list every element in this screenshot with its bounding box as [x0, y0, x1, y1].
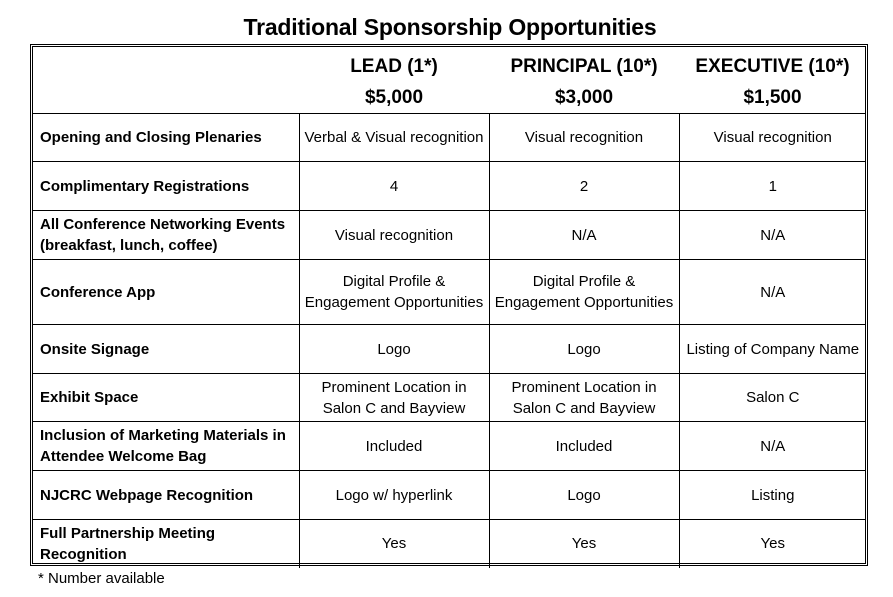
cell-lead: Verbal & Visual recognition [299, 114, 489, 162]
cell-lead: Included [299, 422, 489, 471]
table-row [33, 374, 866, 422]
cell-executive: 1 [679, 162, 866, 211]
table-row [33, 211, 866, 260]
header-lead [299, 47, 489, 114]
footnote: * Number available [38, 570, 165, 587]
row-label: Opening and Closing Plenaries [33, 114, 299, 162]
tier-name: EXECUTIVE (10*) [695, 56, 850, 77]
cell-executive: N/A [679, 211, 866, 260]
tier-price: $5,000 [364, 87, 424, 108]
page-title: Traditional Sponsorship Opportunities [243, 14, 657, 40]
table-row [33, 471, 866, 520]
table-row [33, 114, 866, 162]
cell-executive: Salon C [679, 374, 866, 422]
row-label: Onsite Signage [33, 325, 299, 374]
tier-name: PRINCIPAL (10*) [510, 56, 658, 77]
tier-price: $1,500 [743, 87, 802, 108]
cell-executive: N/A [679, 260, 866, 325]
row-label: NJCRC Webpage Recognition [33, 471, 299, 520]
cell-lead: Logo [299, 325, 489, 374]
row-label: Exhibit Space [33, 374, 299, 422]
tier-name: LEAD (1*) [350, 56, 438, 77]
table-row [33, 162, 866, 211]
header-executive [679, 47, 866, 114]
cell-lead: 4 [299, 162, 489, 211]
row-label: Conference App [33, 260, 299, 325]
cell-principal: Prominent Location in Salon C and Bayview [489, 374, 679, 422]
cell-lead: Logo w/ hyperlink [299, 471, 489, 520]
cell-principal: Yes [489, 520, 679, 568]
cell-principal: Digital Profile & Engagement Opportunities [489, 260, 679, 325]
header-row [33, 47, 866, 114]
table-row [33, 260, 866, 325]
cell-principal: Logo [489, 325, 679, 374]
cell-lead: Yes [299, 520, 489, 568]
cell-principal: Visual recognition [489, 114, 679, 162]
table-row [33, 422, 866, 471]
cell-principal: N/A [489, 211, 679, 260]
cell-lead: Prominent Location in Salon C and Bayview [299, 374, 489, 422]
cell-executive: Listing [679, 471, 866, 520]
table-row [33, 520, 866, 568]
header-corner [33, 47, 299, 114]
tier-price: $3,000 [554, 87, 614, 108]
cell-principal: Included [489, 422, 679, 471]
cell-principal: 2 [489, 162, 679, 211]
row-label: Full Partnership Meeting Recognition [33, 520, 299, 568]
cell-lead: Visual recognition [299, 211, 489, 260]
cell-executive: Yes [679, 520, 866, 568]
cell-principal: Logo [489, 471, 679, 520]
cell-executive: Visual recognition [679, 114, 866, 162]
header-principal [489, 47, 679, 114]
row-label: All Conference Networking Events (breakfast, lunch, coffee) [33, 211, 299, 260]
row-label: Complimentary Registrations [33, 162, 299, 211]
cell-executive: N/A [679, 422, 866, 471]
cell-lead: Digital Profile & Engagement Opportunities [299, 260, 489, 325]
cell-executive: Listing of Company Name [679, 325, 866, 374]
sponsorship-table [33, 47, 866, 568]
row-label: Inclusion of Marketing Materials in Attendee Welcome Bag [33, 422, 299, 471]
table-row [33, 325, 866, 374]
